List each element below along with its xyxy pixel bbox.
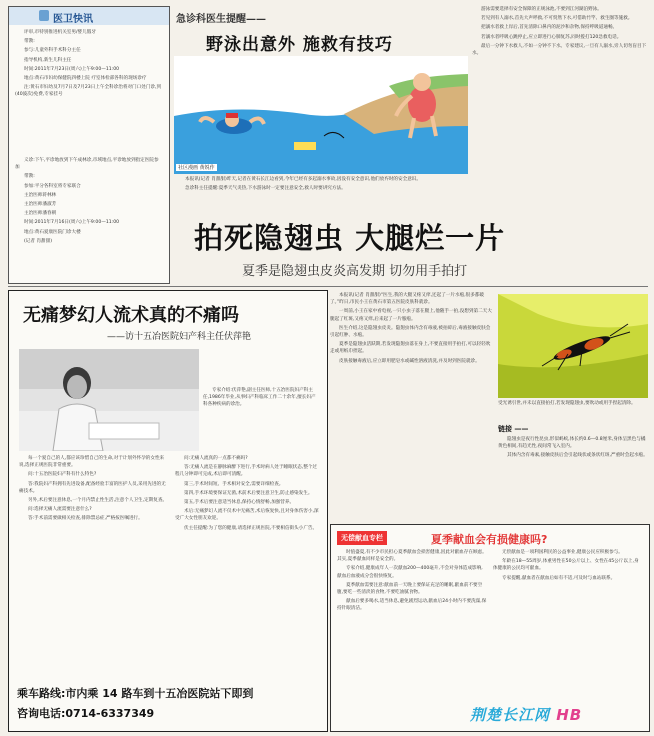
painless-paragraph: 问:选择无痛人流需要注意什么? [28, 507, 92, 513]
news-brief-block-2 [15, 157, 163, 247]
swim-title: 野泳出意外 施救有技巧 [206, 35, 393, 55]
news-brief-title: 医卫快讯 [53, 14, 93, 25]
link-paragraph: 其体内含有毒素,接触皮肤后会引起线状或条状红斑,严重时会起水疱。 [507, 453, 648, 459]
news-brief-line: 主治医师蒋林林 [24, 192, 57, 198]
medical-icon [39, 10, 49, 21]
swim-right-paragraph: 游泳需要选择有安全保障的正规泳池,不要到江河湖泊野泳。 [481, 7, 602, 12]
swim-kicker: 急诊科医生提醒—— [176, 14, 266, 25]
painless-paragraph: 第四,手术环境要保证无菌,术前术后要注意卫生,防止感染发生。 [184, 490, 313, 496]
news-brief-header [9, 7, 169, 25]
blood-paragraph: 年龄在18—55周岁,体重男性在50公斤以上、女性在45公斤以上,身体健康的公民均可献血。 [493, 559, 639, 572]
swim-article [172, 4, 470, 212]
beetle-paragraph: 皮肤接触毒液后,应立即用肥皂水或碱性溶液清洗,并及时到医院就诊。 [339, 358, 480, 364]
painless-left-column [19, 455, 169, 683]
swim-right-paragraph: 若溺水者呼吸心跳停止,应立即进行心肺复苏,同时拨打120急救电话。 [481, 34, 622, 40]
news-brief-line: 带教: [24, 174, 35, 180]
horizontal-divider [8, 286, 648, 287]
blood-title: 夏季献血会有损健康吗? [431, 533, 548, 546]
painless-title: 无痛梦幻人流术真的不痛吗 [23, 305, 239, 326]
blood-article [330, 524, 650, 732]
painless-paragraph: 第五,手术后要注意适当休息,保持心情舒畅,加强营养。 [184, 500, 295, 506]
swim-right-paragraph: 把溺水者救上岸后,首先清除口鼻内的泥沙和杂物,保持呼吸道通畅。 [481, 25, 618, 31]
news-brief-line: 参加:平分各科室将专家联合 [24, 183, 81, 189]
beetle-image [498, 294, 648, 398]
painless-article [8, 290, 328, 732]
painless-paragraph: 问:十五冶医院妇产科有什么特色? [28, 472, 97, 478]
phone-number: 0714-6337349 [65, 707, 155, 720]
news-brief-block-1 [15, 29, 163, 101]
blood-paragraph: 夏季献血需要注意:献血前一天晚上要保证充足的睡眠,献血前不要空腹,要吃一些清淡的食物,不要吃油腻食物。 [337, 582, 483, 596]
swim-right-column [472, 6, 648, 212]
watermark-logo [470, 704, 582, 725]
painless-paragraph: 另外,术后要注意休息,一个月内禁止性生活,注意个人卫生,定期复查。 [28, 498, 168, 504]
swim-right-paragraph: 若见到有人溺水,首先大声呼救,不可贸然下水,可借助竹竿、救生圈等施救。 [481, 16, 633, 22]
watermark-right: HB [556, 706, 583, 724]
news-brief-box [8, 6, 170, 284]
painless-intro-paragraph: 专家介绍:伏萍艳,副主任医师,十五冶医院妇产科主任,1986年毕业,从事妇产科临床工作二十余年,擅长妇产科各种疾病的诊治。 [203, 388, 316, 408]
beetle-paragraph: 医生介绍,这是隐翅虫皮炎。隐翅虫体内含有毒液,被拍碎后,毒液接触皮肤会引起红肿、水疱。 [330, 325, 491, 339]
blood-paragraph: 时值盛夏,有不少市民担心夏季献血会损害健康,因此对献血存在顾虑。其实,夏季献血同样是安全的。 [337, 550, 487, 563]
route-text: 市内乘 14 路车到十五冶医院站下即到 [65, 687, 254, 700]
swim-cartoon [174, 56, 468, 174]
swim-paragraph: 本报讯(记者 肖甜甜)昨天,记者在黄石长江边看到,今年已经有多起溺水事故,因没有安全意识,他们放弃时的安全意识。 [185, 177, 421, 182]
news-brief-line: 时间:2011年7月23日(周六)上午9:00—11:00 [24, 66, 120, 72]
painless-paragraph: 答:手术前需要做相关检查,排除禁忌症,严格按医嘱进行。 [28, 516, 143, 522]
swim-cartoon-illustration [174, 56, 468, 174]
route-label: 乘车路线: [17, 687, 66, 700]
blood-right-column [493, 549, 643, 699]
link-heading: 链接 —— [498, 425, 529, 433]
beetle-caption-text: 受光诱引世,并未以直接拍打,若发现隐翅虫,要吹动或用手捏起清除。 [498, 401, 636, 406]
news-brief-line: 主治医师潘淑芳 [24, 202, 57, 208]
swim-image-credit: 社区漫画 黄锐作 [178, 165, 215, 171]
painless-paragraph: 每一个爱自己的人,都应该珍惜自己的生命,对于计划外怀孕的女性来说,选择正规医院非常重要。 [19, 456, 165, 469]
painless-mid-column [175, 455, 319, 683]
phone-line [17, 705, 154, 721]
blood-left-column [337, 549, 487, 727]
news-brief-line: (记者 肖甜甜) [24, 238, 53, 244]
beetle-headline-block [172, 214, 648, 284]
news-brief-line: 指导机构,新生儿科主任 [24, 57, 72, 63]
beetle-paragraph: 夏季是隐翅虫活跃期,若发现隐翅虫落在身上,不要直接用手拍打,可以轻轻吹走或用纸巾捏起。 [330, 342, 491, 355]
blood-paragraph: 献血后要多喝水,适当休息,避免剧烈运动,献血后24小时内不要洗澡,保持针眼清洁。 [337, 599, 487, 612]
news-brief-line: 地点:黄石市妇幼保健院四楼上院 疗室体检部各科的现场诊疗 [24, 76, 147, 82]
painless-paragraph: 答:无痛人流是在静脉麻醉下进行,手术时病人处于睡眠状态,整个过程几分钟即可完成,术后即可清醒。 [175, 465, 318, 478]
painless-paragraph: 问:无痛人流真的一点都不痛吗? [184, 456, 248, 461]
painless-subtitle: ——访十五冶医院妇产科主任伏萍艳 [107, 332, 252, 342]
beetle-paragraph: 一周前,小王在家中看电视,一只小虫子落在腿上,他随手一拍,没想到第二天大腿起了红斑,又疼又痒,后来起了一片脓疱。 [330, 309, 492, 322]
painless-intro [203, 387, 317, 411]
news-brief-line: 带教: [24, 39, 35, 45]
beetle-body-text [330, 292, 494, 522]
route-line [17, 685, 253, 701]
painless-paragraph: 术后:无痛梦幻人流不仅术中无痛苦,术后恢复快,且对身体伤害小,深受广大女性朋友欢迎。 [175, 509, 319, 522]
painless-paragraph: 第三,手术时间短、手术相对安全,需要详细检查。 [184, 481, 284, 487]
beetle-subhead: 夏季是隐翅虫皮炎高发期 切勿用手拍打 [242, 264, 468, 279]
swim-right-paragraph: 最后一分钟下水救人,不如一分钟不下水。专家建议,一旦有人溺水,旁人切勿盲目下水。 [472, 43, 647, 57]
watermark-left: 荆楚长江网 [470, 706, 551, 724]
painless-paragraph: 答:我院妇产科拥有先进设备,配备经验丰富的医护人员,采用先进的无痛技术。 [19, 481, 166, 494]
news-brief-line: 评审,市特别推进机关室男/婴儿假牙 [24, 30, 96, 35]
beetle-photo-caption [498, 400, 648, 422]
swim-paragraph: 急诊科主任提醒:夏季天气炎热,下水游泳时一定要注意安全,救人时要讲究方法。 [185, 186, 346, 192]
link-text [498, 436, 648, 462]
beetle-headline: 拍死隐翅虫 大腿烂一片 [194, 221, 506, 255]
news-brief-line: 时间:2011年7月16日(周六)上午9:00—11:00 [24, 220, 120, 226]
doctor-portrait [19, 349, 199, 451]
news-brief-line: 参与:儿童外科手术科分主任 [24, 48, 81, 54]
beetle-paragraph: 本报讯(记者 肖甜甜)“医生,我的大腿又疼又痒,还起了一片水疱,很多都破了。”昨日,市民小王在黄石市第五医院皮肤科就诊。 [330, 293, 485, 306]
doctor-photo [19, 349, 199, 451]
news-brief-line: 注:黄石市妇幼及7月7日及7月23日上午全科诊治将对门口处门诊,到(40波次)免费,专家挂号 [15, 85, 162, 98]
news-brief-line: 地点:黄石爱康医院门诊大楼 [24, 229, 81, 235]
phone-label: 咨询电话: [17, 707, 66, 720]
swim-body-text [176, 176, 466, 194]
blood-column-tag: 无偿献血专栏 [337, 531, 387, 545]
link-paragraph: 隐翅虫是夜行性昆虫,形似蚂蚁,体长约0.6—0.8厘米,身体呈黑色与橘黄色相间,有趋光性,夜间常飞入室内。 [498, 437, 646, 450]
news-brief-line: 义诊:下午,平诊地放到下午成林诊,市域地点,平诊地放到指定医院参加 [15, 158, 159, 171]
blood-paragraph: 无偿献血是一项利国利民的公益事业,健康公民应积极参与。 [502, 550, 623, 555]
beetle-photo [498, 294, 648, 398]
news-brief-line: 主治医师潘春朝 [24, 211, 57, 217]
blood-paragraph: 专家提醒,献血者在献血后如有不适,可及时与血站联系。 [502, 575, 616, 581]
beetle-link-section [498, 424, 648, 524]
painless-paragraph: 伏主任提醒:为了您的健康,请选择正规医院,不要相信街头小广告。 [184, 525, 318, 531]
link-label: 链接 [498, 425, 512, 433]
blood-paragraph: 专家介绍,健康成年人一次献血200—400毫升,不会对身体造成影响,献血后血液成分会很快恢复。 [337, 566, 483, 579]
